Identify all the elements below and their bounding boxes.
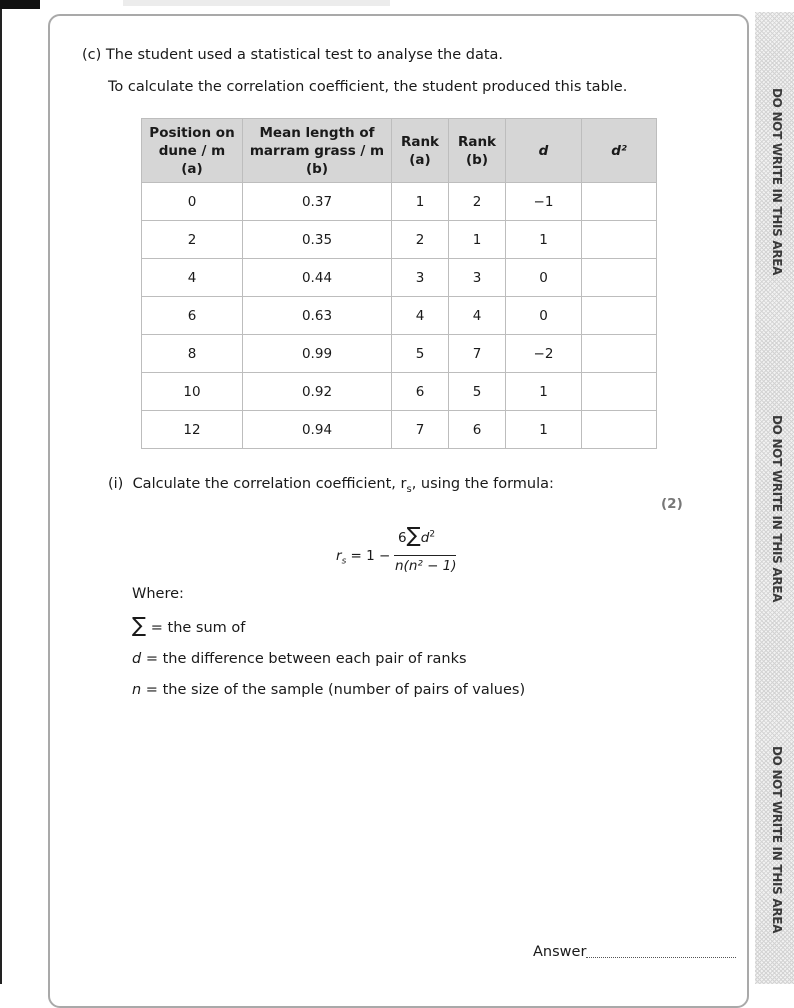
table-header-row (142, 119, 657, 183)
cell-rank-b: 5 (449, 373, 506, 411)
cell-position: 4 (142, 259, 243, 297)
cell-rank-b: 4 (449, 297, 506, 335)
side-warning-2: DO NOT WRITE IN THIS AREA (770, 415, 784, 603)
part-i-subscript: s (406, 483, 412, 495)
cell-rank-a: 1 (392, 183, 449, 221)
cell-rank-a: 3 (392, 259, 449, 297)
answer-label: Answer (533, 944, 587, 960)
where-title: Where: (132, 586, 184, 602)
header-line: marram grass / m (249, 142, 385, 159)
side-warning-3: DO NOT WRITE IN THIS AREA (770, 746, 784, 934)
formula-d-exp: 2 (429, 529, 436, 540)
cell-d-squared[interactable] (582, 259, 657, 297)
table-row (142, 259, 657, 297)
spearman-formula (336, 523, 476, 588)
cell-d: 1 (506, 373, 582, 411)
header-d (506, 119, 582, 183)
cell-rank-a: 2 (392, 221, 449, 259)
part-i-text-after: , using the formula: (411, 476, 554, 492)
formula-coeff: 6 (398, 530, 407, 546)
cell-d: −1 (506, 183, 582, 221)
header-line: (b) (305, 160, 328, 177)
part-i-question (108, 476, 554, 495)
header-line: Mean length of (259, 124, 375, 141)
formula-r: r (336, 548, 342, 564)
part-i-text: Calculate the correlation coefficient, r (132, 476, 407, 492)
answer-line[interactable] (586, 957, 736, 958)
cell-rank-b: 7 (449, 335, 506, 373)
page-corner-mark (0, 0, 40, 9)
cell-d-squared[interactable] (582, 183, 657, 221)
header-rank-a (392, 119, 449, 183)
d-definition: = the difference between each pair of ranks (141, 651, 467, 667)
cell-rank-a: 5 (392, 335, 449, 373)
formula-r-sub: s (341, 556, 347, 567)
cell-mean-length: 0.44 (243, 259, 392, 297)
formula-d: d (420, 530, 430, 546)
cell-position: 8 (142, 335, 243, 373)
cell-d: −2 (506, 335, 582, 373)
cell-d: 0 (506, 259, 582, 297)
header-line: Rank (457, 133, 497, 150)
cell-rank-b: 6 (449, 411, 506, 449)
cell-d-squared[interactable] (582, 335, 657, 373)
sigma-symbol: ∑ (406, 523, 421, 547)
header-line: dune / m (158, 142, 226, 159)
header-position (142, 119, 243, 183)
formula-equals: = 1 − (346, 548, 391, 564)
cell-mean-length: 0.99 (243, 335, 392, 373)
cell-d-squared[interactable] (582, 297, 657, 335)
cell-rank-a: 7 (392, 411, 449, 449)
header-d-squared (582, 119, 657, 183)
table-intro: To calculate the correlation coefficient, the student produced this table. (108, 79, 628, 95)
cell-position: 2 (142, 221, 243, 259)
where-sigma (132, 613, 246, 637)
table-row (142, 335, 657, 373)
cell-mean-length: 0.35 (243, 221, 392, 259)
table-row (142, 183, 657, 221)
page-left-edge (0, 0, 2, 984)
part-i-label: (i) (108, 476, 124, 492)
cell-d: 1 (506, 411, 582, 449)
cell-mean-length: 0.92 (243, 373, 392, 411)
cell-rank-b: 3 (449, 259, 506, 297)
page-top-strip (123, 0, 390, 6)
cell-rank-a: 4 (392, 297, 449, 335)
header-mean-length (243, 119, 392, 183)
cell-d-squared[interactable] (582, 373, 657, 411)
cell-position: 12 (142, 411, 243, 449)
cell-mean-length: 0.94 (243, 411, 392, 449)
cell-d: 1 (506, 221, 582, 259)
header-line: (a) (181, 160, 203, 177)
marks-label: (2) (661, 496, 683, 512)
cell-rank-b: 1 (449, 221, 506, 259)
table-row (142, 411, 657, 449)
table-row (142, 221, 657, 259)
header-line: d² (611, 142, 627, 159)
formula-lhs (336, 548, 390, 567)
cell-mean-length: 0.37 (243, 183, 392, 221)
formula-denominator: n(n² − 1) (395, 558, 457, 574)
header-line: d (538, 142, 549, 159)
header-line: (b) (465, 151, 488, 168)
cell-position: 0 (142, 183, 243, 221)
cell-rank-b: 2 (449, 183, 506, 221)
header-line: Position on (149, 124, 235, 141)
where-n (132, 682, 525, 698)
cell-d: 0 (506, 297, 582, 335)
cell-mean-length: 0.63 (243, 297, 392, 335)
where-d (132, 651, 467, 667)
side-warning-1: DO NOT WRITE IN THIS AREA (770, 88, 784, 276)
cell-d-squared[interactable] (582, 221, 657, 259)
cell-position: 6 (142, 297, 243, 335)
cell-rank-a: 6 (392, 373, 449, 411)
cell-d-squared[interactable] (582, 411, 657, 449)
table-row (142, 373, 657, 411)
header-rank-b (449, 119, 506, 183)
n-symbol: n (132, 682, 142, 698)
formula-numerator (398, 523, 436, 547)
header-line: Rank (400, 133, 440, 150)
cell-position: 10 (142, 373, 243, 411)
data-table (141, 118, 657, 449)
part-c-text: (c) The student used a statistical test to analyse the data. (82, 47, 504, 63)
n-definition: = the size of the sample (number of pairs of values) (141, 682, 526, 698)
d-symbol: d (132, 651, 142, 667)
sigma-definition: = the sum of (146, 620, 246, 636)
fraction-bar (394, 555, 456, 556)
header-line: (a) (409, 151, 431, 168)
table-row (142, 297, 657, 335)
sigma-symbol: ∑ (132, 613, 147, 637)
